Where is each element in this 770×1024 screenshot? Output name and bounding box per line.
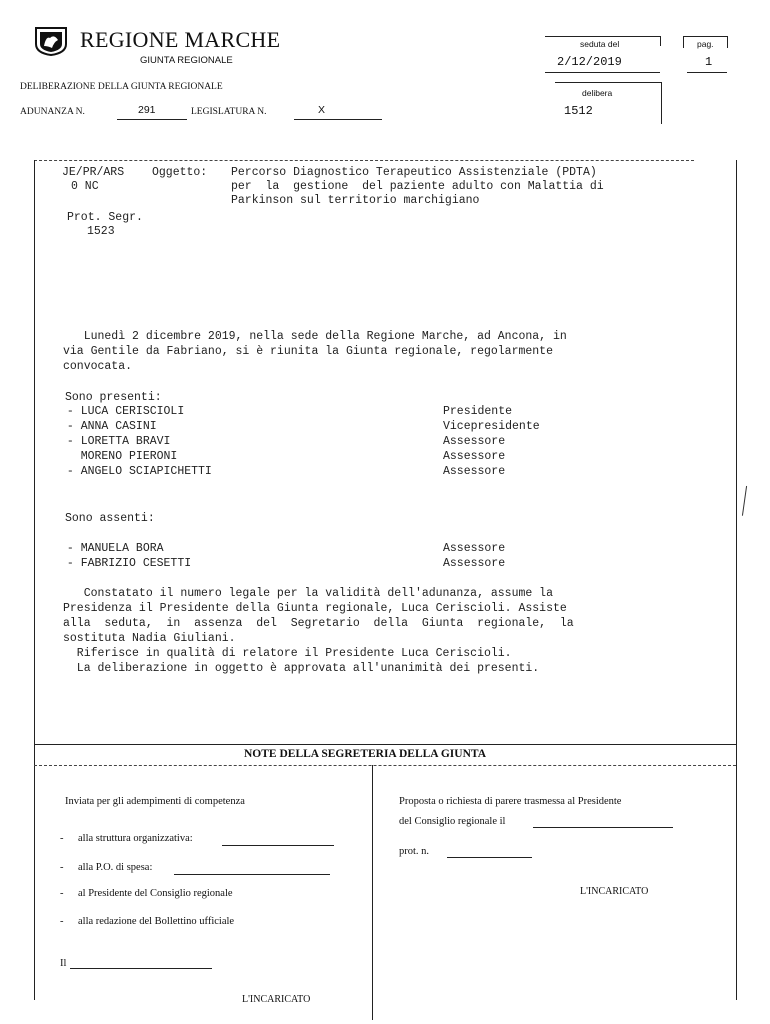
pag-label: pag. <box>697 39 714 49</box>
presenti-label: Sono presenti: <box>65 391 162 404</box>
delibera-number: 1512 <box>564 104 593 118</box>
intro-line-2: via Gentile da Fabriano, si è riunita la Giunta regionale, regolarmente <box>63 345 553 358</box>
notes-left-date-prefix: Il <box>60 958 67 969</box>
notes-title: NOTE DELLA SEGRETERIA DELLA GIUNTA <box>244 748 486 760</box>
region-title: REGIONE MARCHE <box>80 27 281 52</box>
assenti-label: Sono assenti: <box>65 512 155 525</box>
notes-left-item-1: alla struttura organizzativa: <box>78 833 193 844</box>
region-subtitle: GIUNTA REGIONALE <box>140 55 233 66</box>
presenti-name-1: - LUCA CERISCIOLI <box>60 405 185 418</box>
adunanza-label: ADUNANZA N. <box>20 107 85 117</box>
intro-line-1: Lunedì 2 dicembre 2019, nella sede della Regione Marche, ad Ancona, in <box>63 330 567 343</box>
notes-left-bullet-2: - <box>60 862 64 873</box>
notes-right-prot-label: prot. n. <box>399 846 430 857</box>
presenti-role-2: Vicepresidente <box>443 420 540 433</box>
presenti-role-1: Presidente <box>443 405 513 418</box>
oggetto-line-2: per la gestione del paziente adulto con Malattia di <box>231 180 604 193</box>
notes-left-item-2: alla P.O. di spesa: <box>78 862 153 873</box>
presenti-name-3: - LORETTA BRAVI <box>60 435 171 448</box>
assenti-name-2: - FABRIZIO CESETTI <box>60 557 192 570</box>
oggetto-label: Oggetto: <box>152 166 208 179</box>
closing-line-1: Constatato il numero legale per la validità dell'adunanza, assume la <box>63 587 553 600</box>
prot-label: Prot. Segr. <box>67 211 143 224</box>
prot-value: 1523 <box>87 225 115 238</box>
closing-line-2: Presidenza il Presidente della Giunta regionale, Luca Ceriscioli. Assiste <box>63 602 567 615</box>
seduta-date: 2/12/2019 <box>557 55 622 69</box>
closing-line-6: La deliberazione in oggetto è approvata all'unanimità dei presenti. <box>63 662 540 675</box>
notes-right-intro-1: Proposta o richiesta di parere trasmessa al Presidente <box>399 796 622 807</box>
region-logo-icon <box>34 26 68 56</box>
closing-line-5: Riferisce in qualità di relatore il Presidente Luca Ceriscioli. <box>63 647 512 660</box>
notes-left-bullet-3: - <box>60 888 64 899</box>
intro-line-3: convocata. <box>63 360 133 373</box>
notes-left-signature: L'INCARICATO <box>242 994 311 1005</box>
closing-line-4: sostituta Nadia Giuliani. <box>63 632 236 645</box>
notes-right-intro-2: del Consiglio regionale il <box>399 816 506 827</box>
presenti-name-2: - ANNA CASINI <box>60 420 157 433</box>
notes-left-item-4: alla redazione del Bollettino ufficiale <box>78 916 235 927</box>
assenti-role-2: Assessore <box>443 557 506 570</box>
deliberazione-label: DELIBERAZIONE DELLA GIUNTA REGIONALE <box>20 82 223 92</box>
assenti-name-1: - MANUELA BORA <box>60 542 164 555</box>
assenti-role-1: Assessore <box>443 542 506 555</box>
closing-line-3: alla seduta, in assenza del Segretario della Giunta regionale, la <box>63 617 574 630</box>
notes-left-bullet-1: - <box>60 833 64 844</box>
legislatura-value: X <box>318 104 326 116</box>
oggetto-line-3: Parkinson sul territorio marchigiano <box>231 194 480 207</box>
notes-left-item-3: al Presidente del Consiglio regionale <box>78 888 233 899</box>
pag-number: 1 <box>705 55 713 69</box>
presenti-name-5: - ANGELO SCIAPICHETTI <box>60 465 212 478</box>
presenti-role-5: Assessore <box>443 465 506 478</box>
delibera-label: delibera <box>582 88 613 98</box>
notes-left-intro: Inviata per gli adempimenti di competenza <box>65 796 245 807</box>
code-line-1: JE/PR/ARS <box>62 166 125 179</box>
notes-left-bullet-4: - <box>60 916 64 927</box>
presenti-role-3: Assessore <box>443 435 506 448</box>
oggetto-line-1: Percorso Diagnostico Terapeutico Assistenziale (PDTA) <box>231 166 597 179</box>
legislatura-label: LEGISLATURA N. <box>191 107 267 117</box>
presenti-role-4: Assessore <box>443 450 506 463</box>
code-line-2: 0 NC <box>71 180 99 193</box>
adunanza-value: 291 <box>138 104 156 116</box>
seduta-label: seduta del <box>580 39 620 49</box>
presenti-name-4: MORENO PIERONI <box>60 450 178 463</box>
notes-right-signature: L'INCARICATO <box>580 886 649 897</box>
